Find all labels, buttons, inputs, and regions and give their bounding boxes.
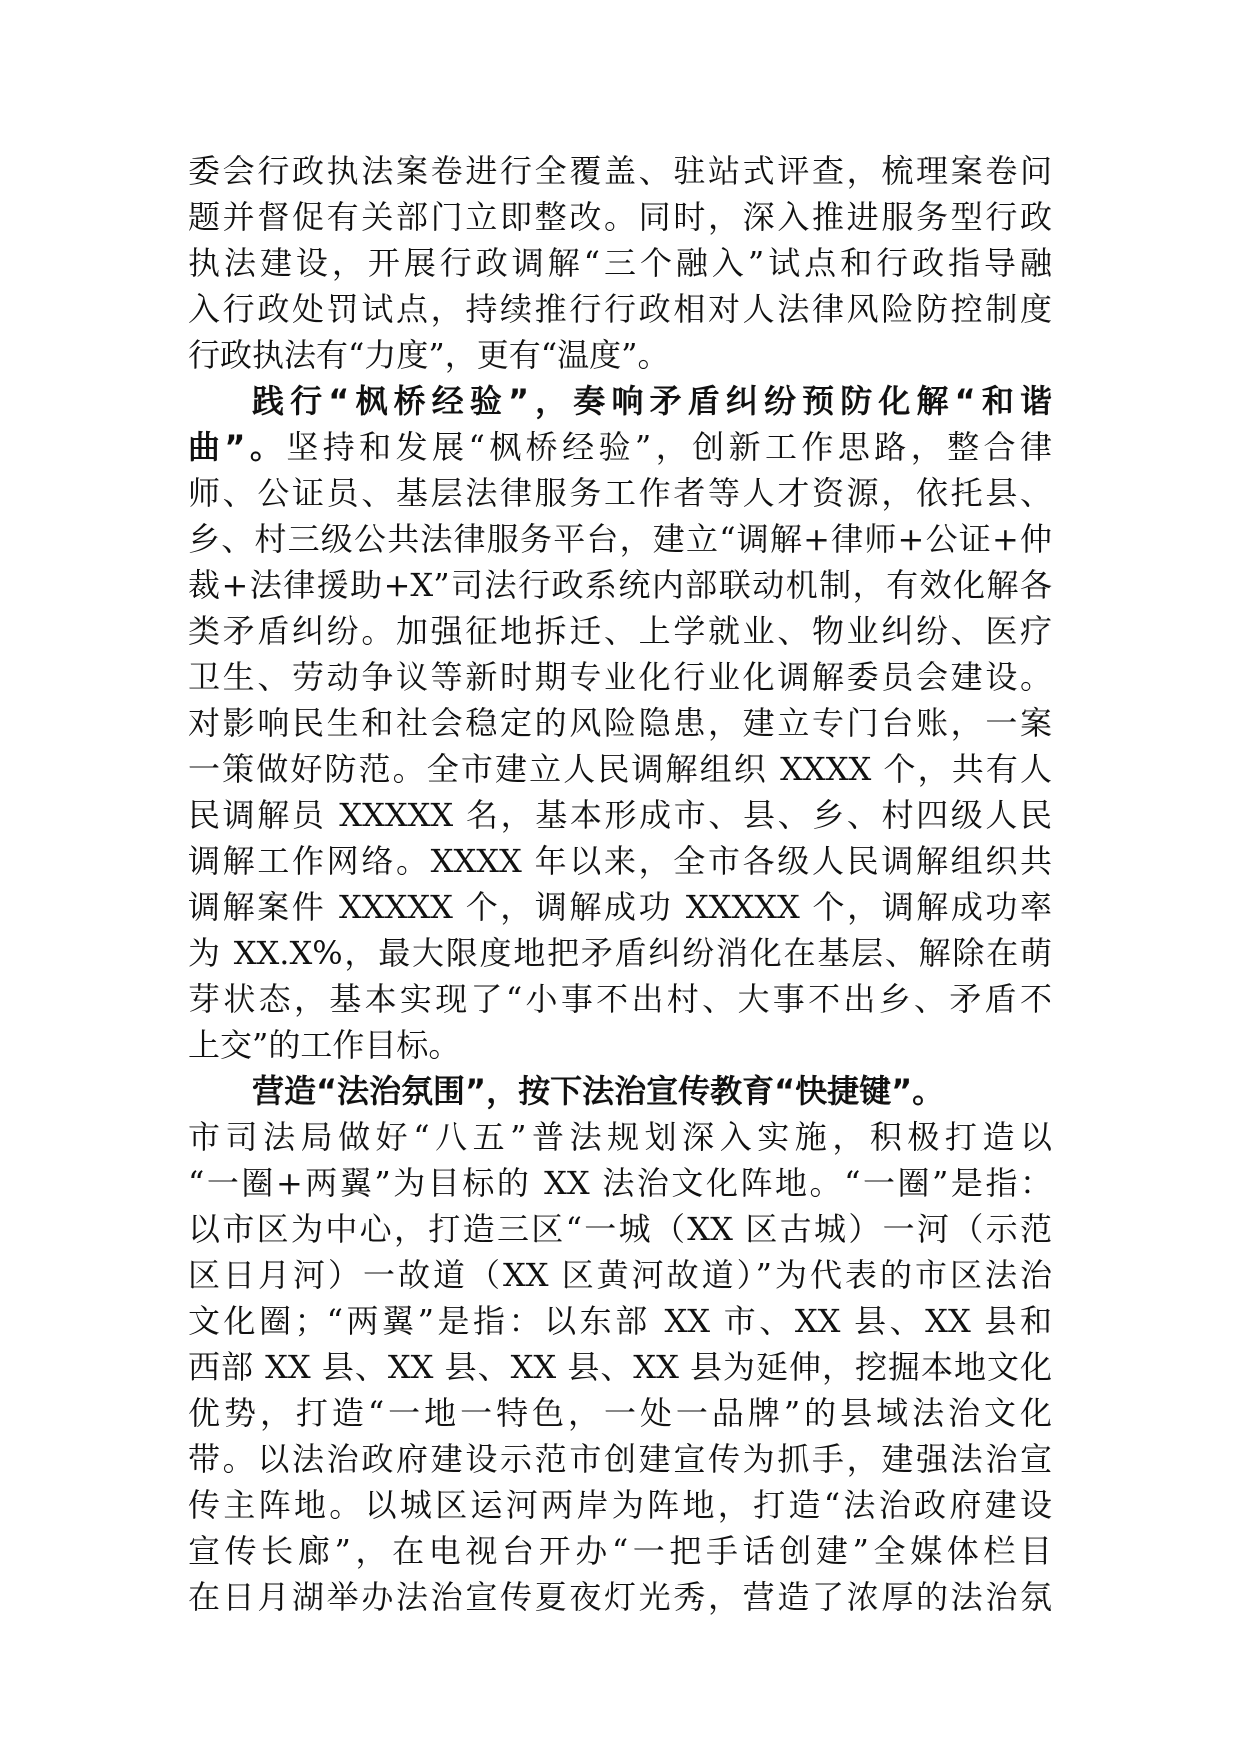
text-line: 乡、村三级公共法律服务平台，建立“调解+律师+公证+仲	[188, 520, 1052, 558]
text-line: 为 XX.X%，最大限度地把矛盾纠纷消化在基层、解除在萌	[188, 934, 1052, 972]
text-line: 委会行政执法案卷进行全覆盖、驻站式评查，梳理案卷问	[188, 152, 1052, 190]
section-heading-continued: 曲”。	[188, 428, 287, 466]
paragraph-1	[188, 148, 1052, 378]
text-line: 类矛盾纠纷。加强征地拆迁、上学就业、物业纠纷、医疗	[188, 612, 1052, 650]
text-line: 行政执法有“力度”，更有“温度”。	[188, 336, 670, 374]
text-line: 芽状态，基本实现了“小事不出村、大事不出乡、矛盾不	[188, 980, 1052, 1018]
text-line: 调解工作网络。XXXX 年以来，全市各级人民调解组织共	[188, 842, 1052, 880]
text-line: 裁+法律援助+X”司法行政系统内部联动机制，有效化解各	[188, 566, 1052, 604]
text-line: 带。以法治政府建设示范市创建宣传为抓手，建强法治宣	[188, 1440, 1052, 1478]
text-line: 一策做好防范。全市建立人民调解组织 XXXX 个，共有人	[188, 750, 1052, 788]
text-line-rest: 坚持和发展“枫桥经验”，创新工作思路，整合律	[286, 428, 1052, 466]
text-line: 以市区为中心，打造三区“一城（XX 区古城）一河（示范	[188, 1210, 1052, 1248]
text-line: 文化圈；“两翼”是指：以东部 XX 市、XX 县、XX 县和	[188, 1302, 1052, 1340]
text-line: 传主阵地。以城区运河两岸为阵地，打造“法治政府建设	[188, 1486, 1052, 1524]
section-heading: 践行“枫桥经验”，奏响矛盾纠纷预防化解“和谐	[252, 382, 1052, 420]
document-page	[188, 148, 1052, 1620]
text-line: 入行政处罚试点，持续推行行政相对人法律风险防控制度	[188, 290, 1052, 328]
text-line: 西部 XX 县、XX 县、XX 县、XX 县为延伸，挖掘本地文化	[188, 1348, 1052, 1386]
text-line	[188, 424, 1052, 470]
text-line: 宣传长廊”，在电视台开办“一把手话创建”全媒体栏目	[188, 1532, 1052, 1570]
text-line: 优势，打造“一地一特色，一处一品牌”的县域法治文化	[188, 1394, 1052, 1432]
text-line: 上交”的工作目标。	[188, 1026, 461, 1064]
text-line: “一圈+两翼”为目标的 XX 法治文化阵地。“一圈”是指：	[188, 1164, 1052, 1202]
text-line: 卫生、劳动争议等新时期专业化行业化调解委员会建设。	[188, 658, 1052, 696]
text-line: 执法建设，开展行政调解“三个融入”试点和行政指导融	[188, 244, 1052, 282]
text-line: 对影响民生和社会稳定的风险隐患，建立专门台账，一案	[188, 704, 1052, 742]
section-heading: 营造“法治氛围”，按下法治宣传教育“快捷键”。	[252, 1072, 945, 1110]
text-line: 在日月湖举办法治宣传夏夜灯光秀，营造了浓厚的法治氛	[188, 1578, 1052, 1616]
paragraph-3	[188, 1068, 1052, 1620]
text-line: 调解案件 XXXXX 个，调解成功 XXXXX 个，调解成功率	[188, 888, 1052, 926]
text-line: 师、公证员、基层法律服务工作者等人才资源，依托县、	[188, 474, 1052, 512]
text-line: 区日月河）一故道（XX 区黄河故道）”为代表的市区法治	[188, 1256, 1052, 1294]
text-line: 题并督促有关部门立即整改。同时，深入推进服务型行政	[188, 198, 1052, 236]
paragraph-2	[188, 378, 1052, 1068]
text-line: 民调解员 XXXXX 名，基本形成市、县、乡、村四级人民	[188, 796, 1052, 834]
text-line: 市司法局做好“八五”普法规划深入实施，积极打造以	[188, 1118, 1052, 1156]
